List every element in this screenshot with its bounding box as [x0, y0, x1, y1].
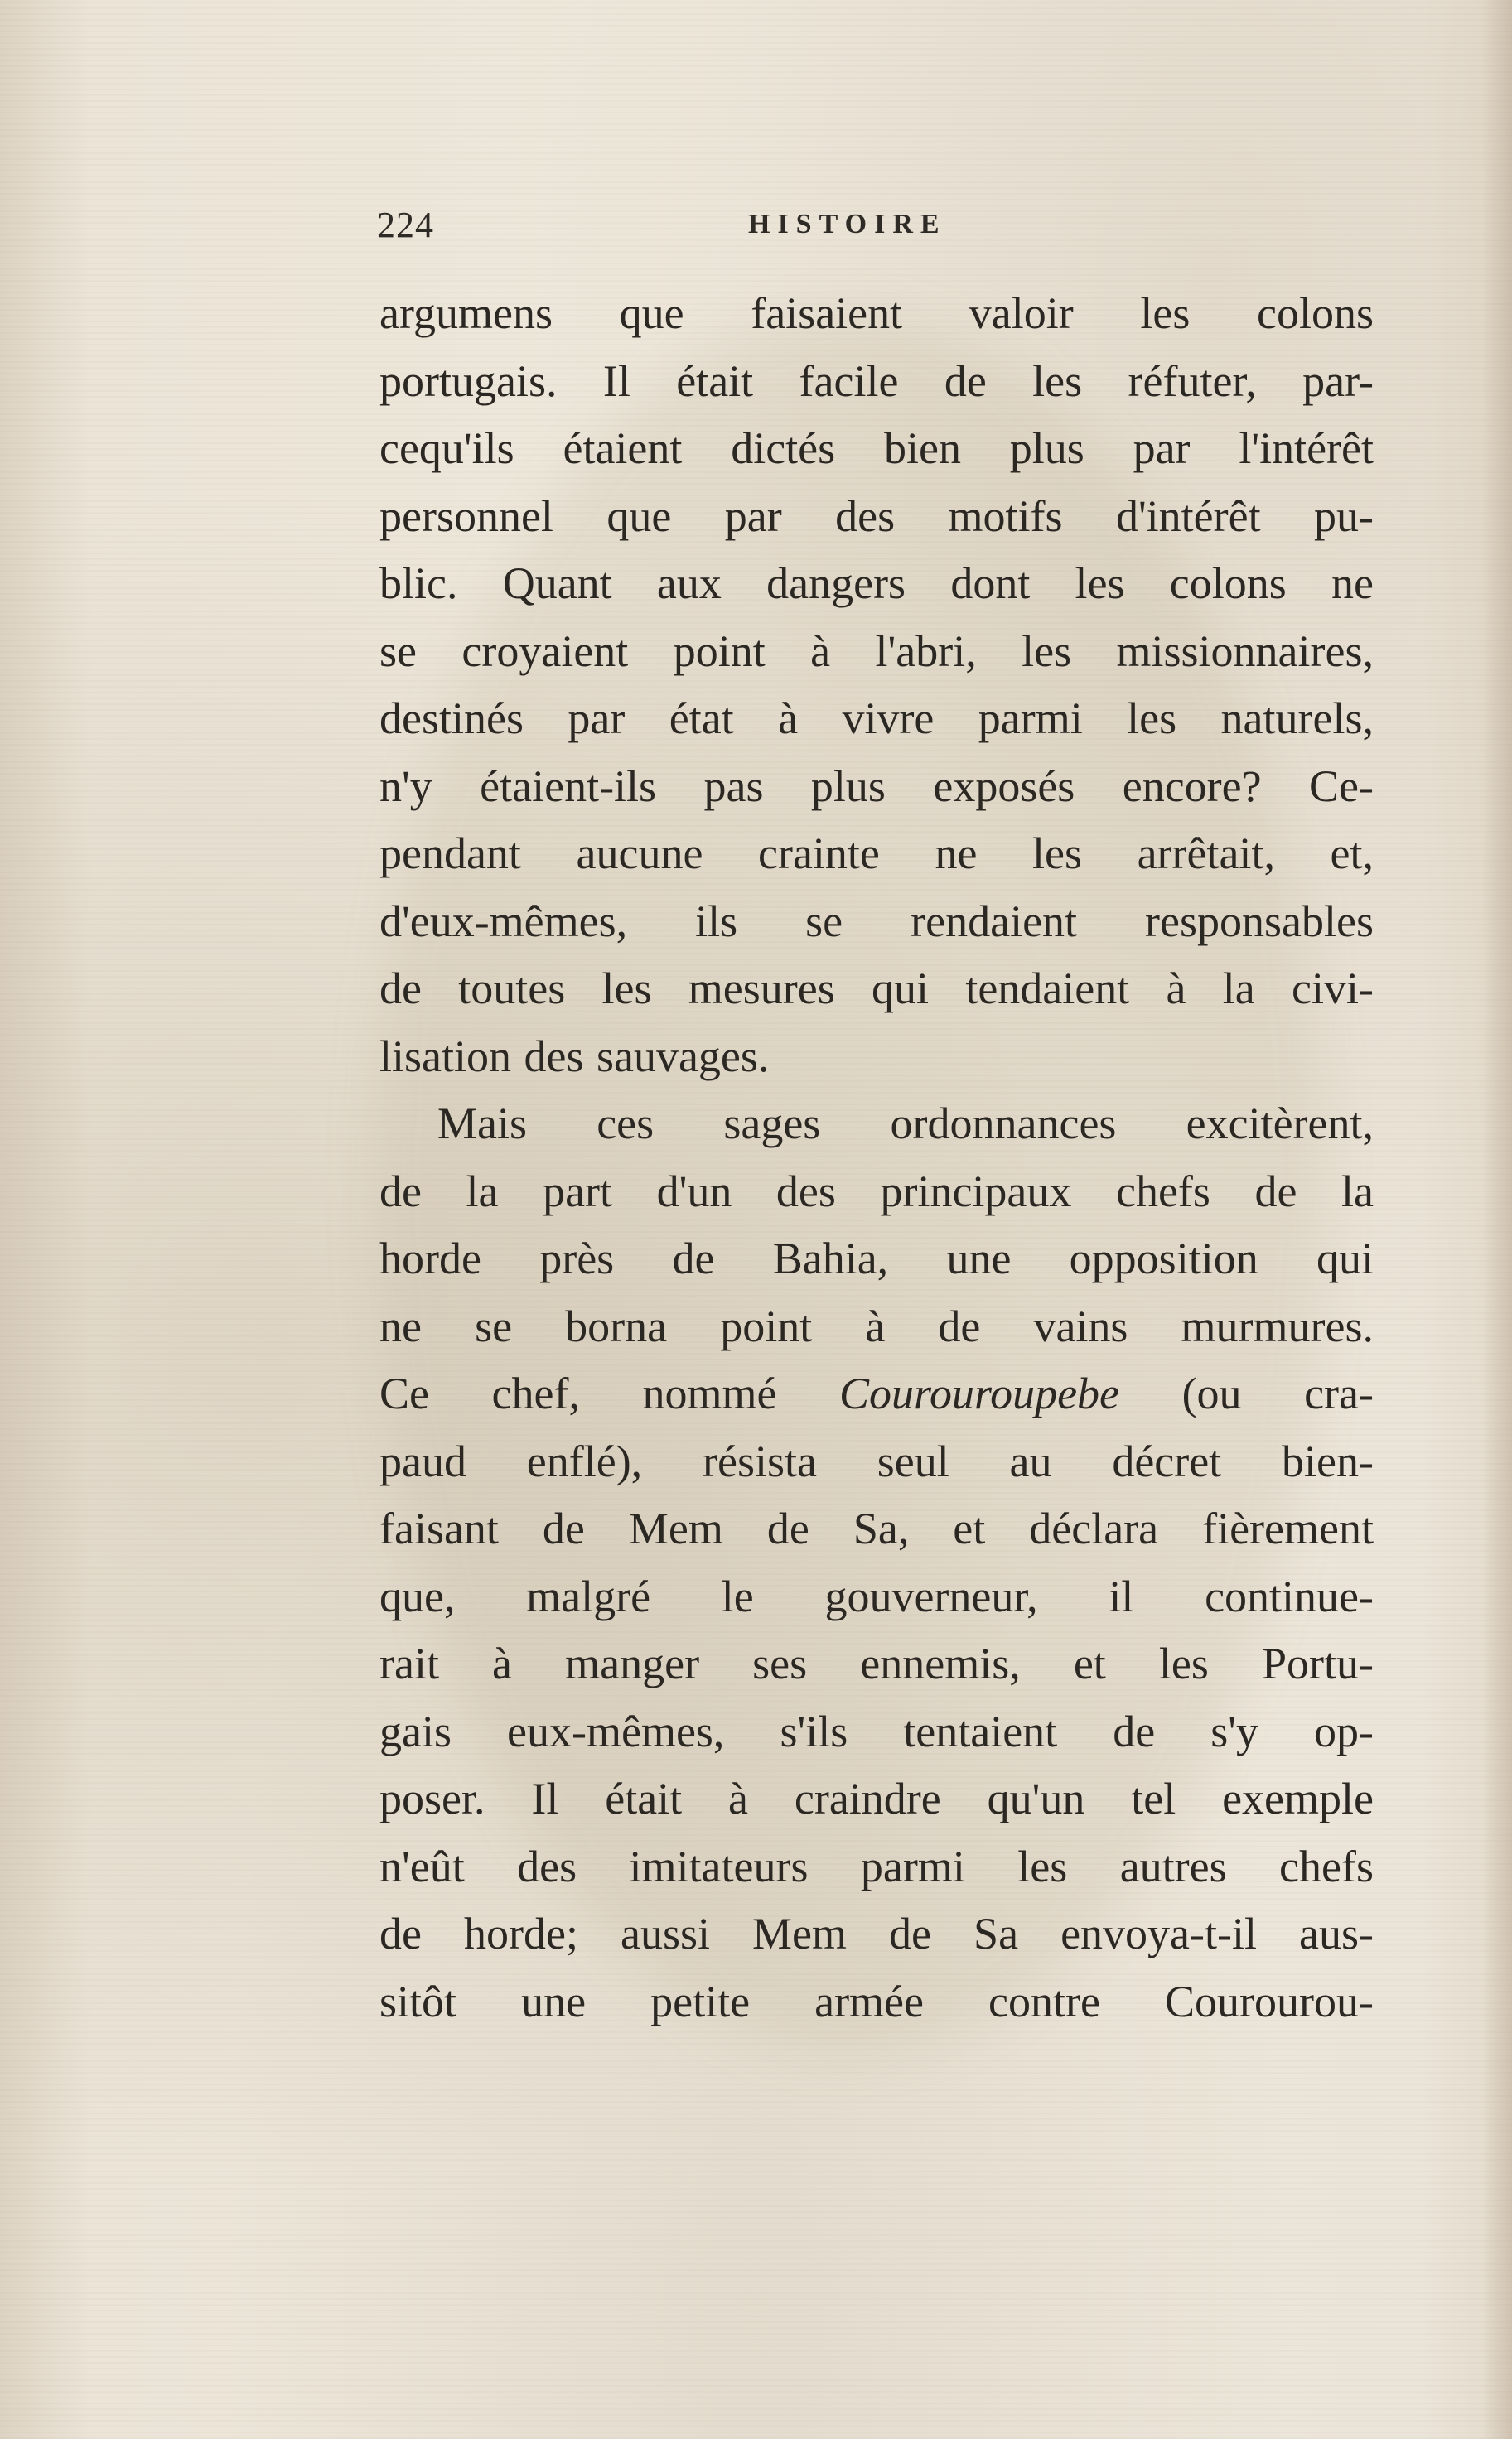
running-title: HISTOIRE [748, 209, 947, 239]
text-line: horde près de Bahia, une opposition qui [379, 1234, 1374, 1283]
text-segment: Ce chef, nommé [379, 1369, 777, 1418]
page-edge-shadow [1482, 0, 1512, 2439]
text-line: d'eux-mêmes, ils se rendaient responsables [379, 896, 1374, 946]
text-line-with-italic [379, 1360, 1374, 1428]
text-line: blic. Quant aux dangers dont les colons ne [379, 558, 1374, 608]
text-line: faisant de Mem de Sa, et déclara fièrement [379, 1504, 1374, 1553]
text-line: argumens que faisaient valoir les colons [379, 288, 1374, 338]
text-line: se croyaient point à l'abri, les missionnaires, [379, 625, 1374, 676]
text-line: personnel que par des motifs d'intérêt pu- [379, 490, 1374, 541]
text-line: sitôt une petite armée contre Courourou- [379, 1976, 1374, 2026]
text-line: destinés par état à vivre parmi les naturels, [379, 693, 1374, 743]
text-segment: (ou cra- [1181, 1369, 1374, 1418]
running-head [377, 204, 1388, 254]
paragraph-end-line: lisation des sauvages. [379, 1031, 770, 1081]
text-line: n'eût des imitateurs parmi les autres chefs [379, 1841, 1374, 1891]
text-line: que, malgré le gouverneur, il continue- [379, 1571, 1374, 1621]
text-line: pendant aucune crainte ne les arrêtait, et, [379, 828, 1374, 878]
italic-name: Courouroupebe [839, 1369, 1120, 1418]
page-number: 224 [377, 205, 434, 245]
text-line: n'y étaient-ils pas plus exposés encore? Ce- [379, 761, 1374, 811]
text-line: cequ'ils étaient dictés bien plus par l'intérêt [379, 423, 1374, 473]
text-line: de toutes les mesures qui tendaient à la civi- [379, 964, 1374, 1013]
text-line: poser. Il était à craindre qu'un tel exemple [379, 1774, 1374, 1823]
text-line: ne se borna point à de vains murmures. [379, 1301, 1374, 1351]
paragraph-start-line: Mais ces sages ordonnances excitèrent, [437, 1099, 1374, 1148]
text-line: paud enflé), résista seul au décret bien- [379, 1436, 1374, 1486]
text-line: de la part d'un des principaux chefs de la [379, 1166, 1374, 1216]
text-line: rait à manger ses ennemis, et les Portu- [379, 1639, 1374, 1688]
text-line: de horde; aussi Mem de Sa envoya-t-il aus- [379, 1909, 1374, 1958]
text-line: gais eux-mêmes, s'ils tentaient de s'y op- [379, 1706, 1374, 1756]
text-line: portugais. Il était facile de les réfuter, par- [379, 355, 1374, 406]
body-text [379, 280, 1374, 2036]
